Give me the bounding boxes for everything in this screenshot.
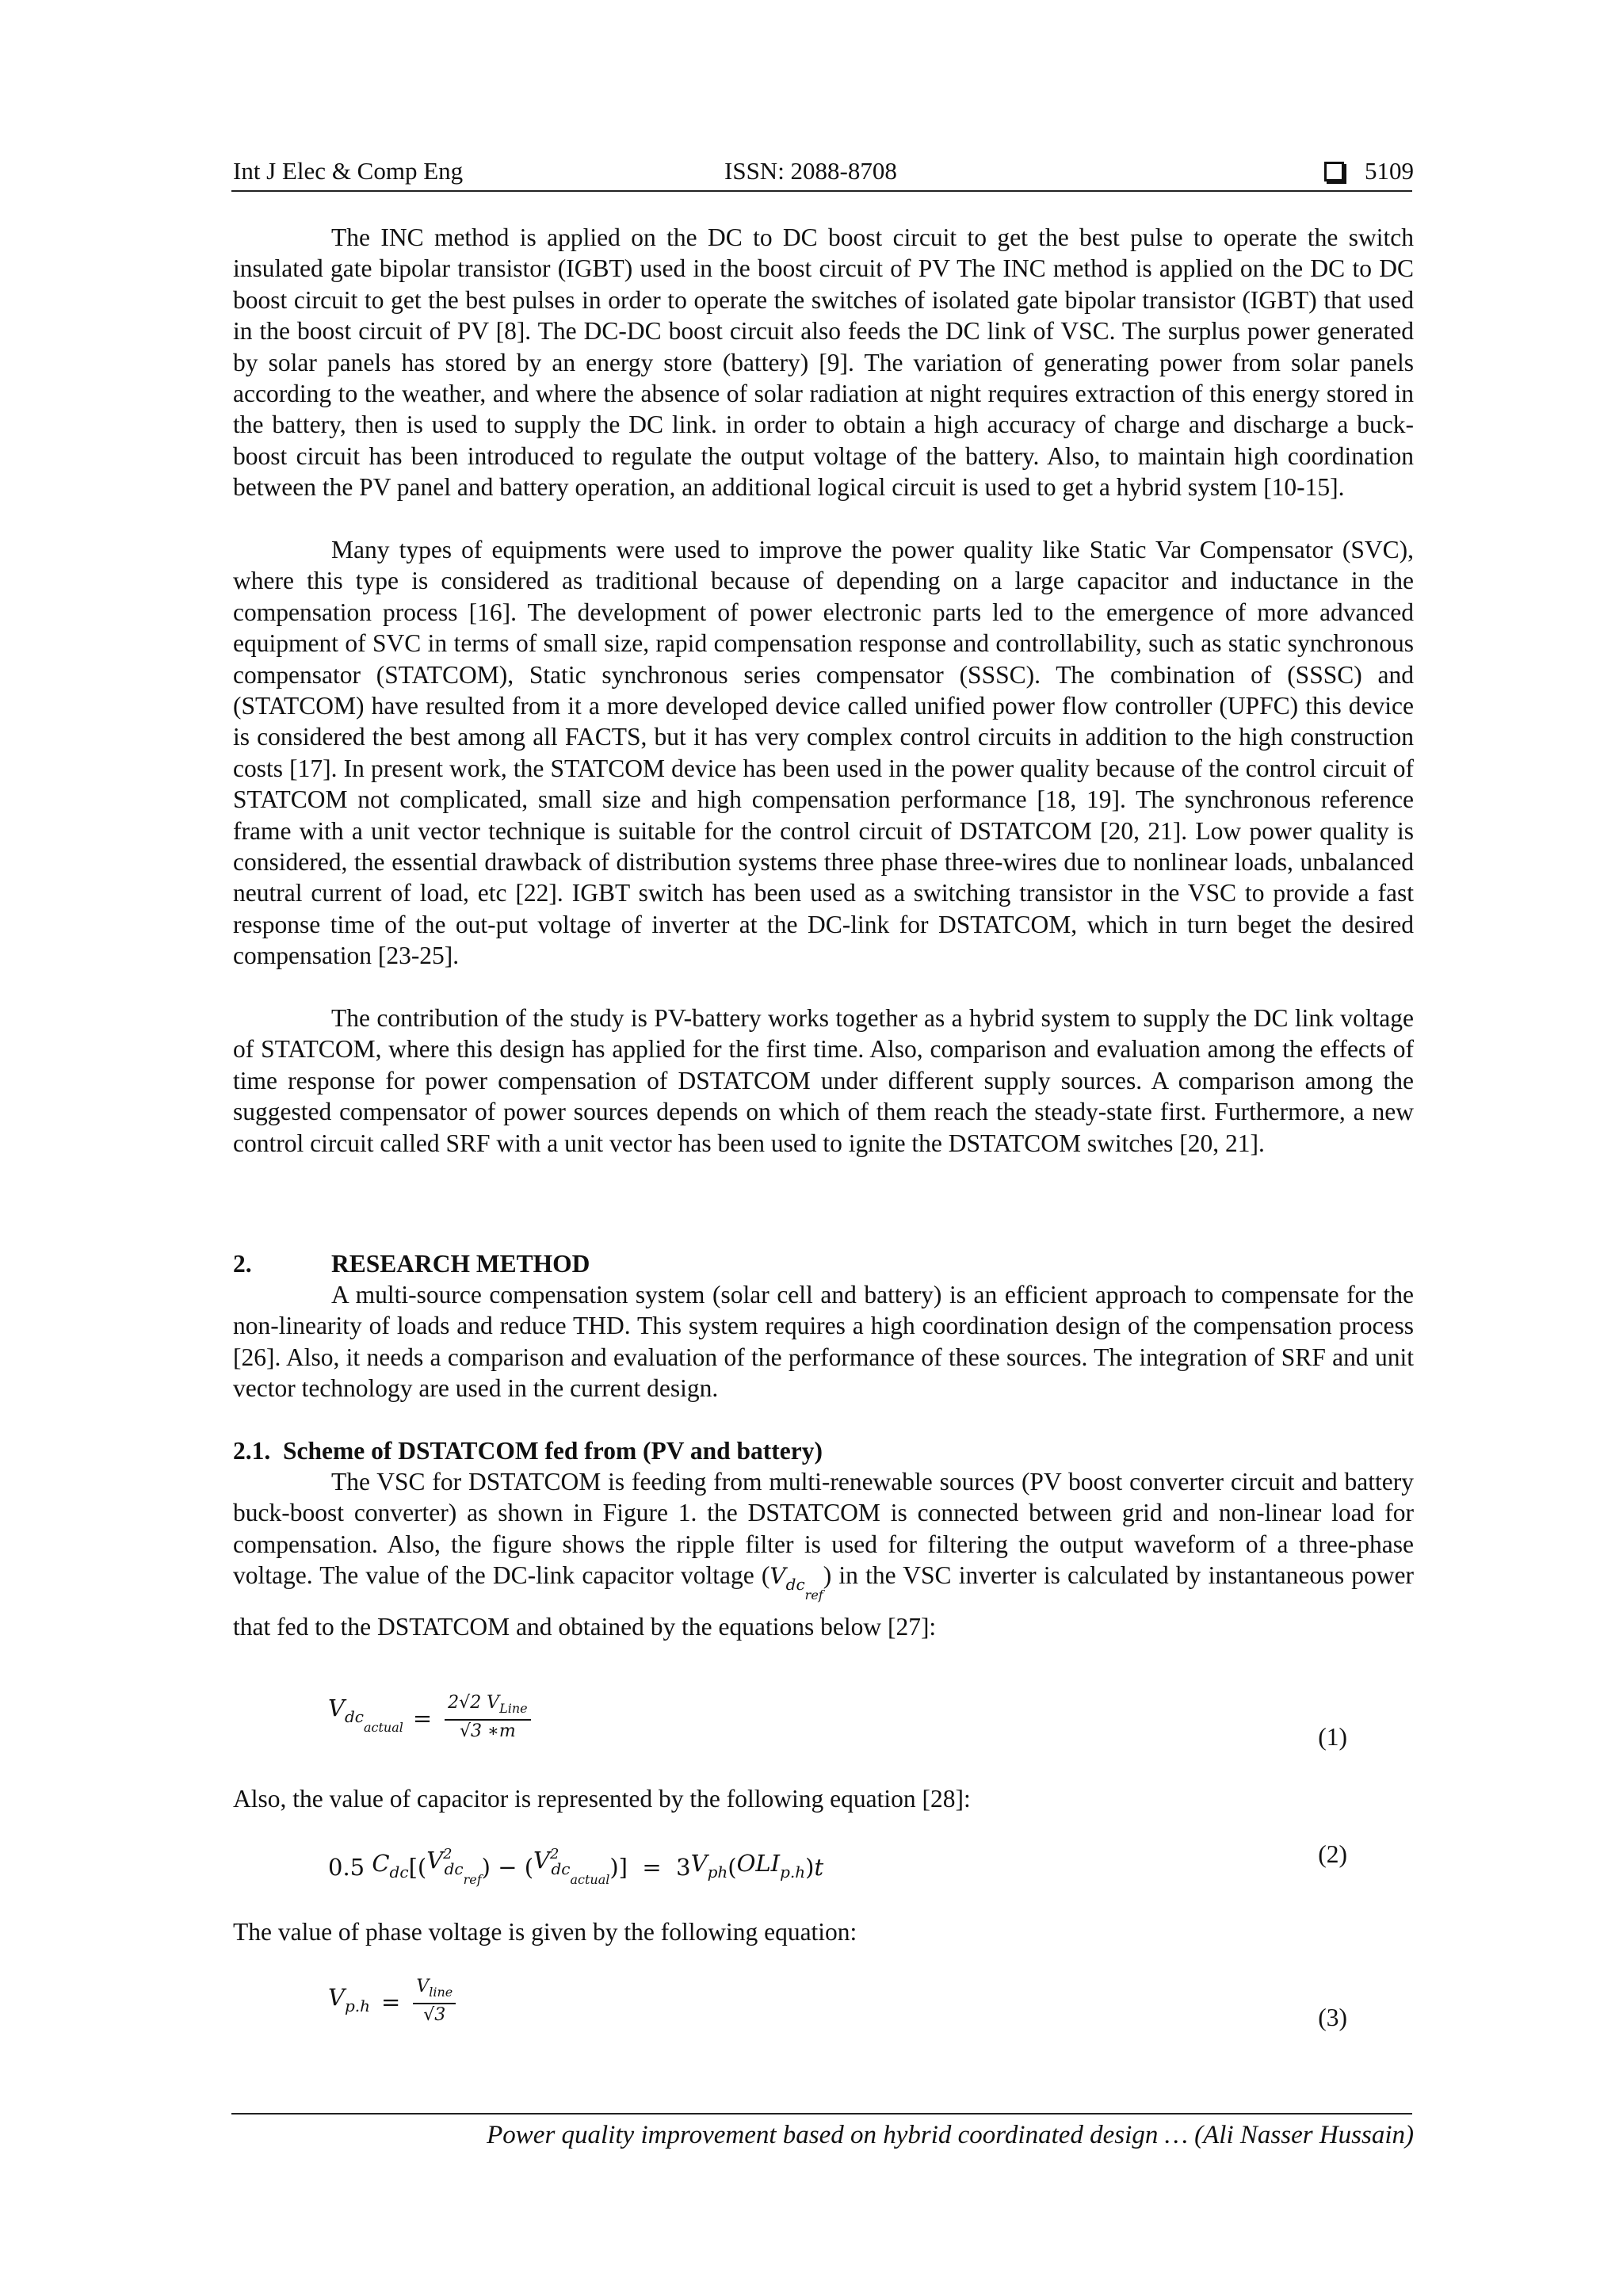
paragraph-vsc-feeding [233,1466,1414,1642]
equation-1: $V_{dc_{actual}}$ = $\frac{2√2 V_{Line}}{√3 ∗m}$ [328,1692,531,1744]
running-footer: Power quality improvement based on hybrid coordinated design … (Ali Nasser Hussain) [487,2121,1414,2149]
paragraph-capacitor: Also, the value of capacitor is represented by the following equation [28]: [233,1785,971,1813]
equation-1-number: (1) [1318,1723,1347,1751]
paragraph-equipments: Many types of equipments were used to improve the power quality like Static Var Compensator (SVC), where this type is considered as traditional because of depending on a large capacitor and inductance in the compensation process [16]. The development of power electronic parts led to the emergence of more advanced equipment of SVC in terms of small size, rapid compensation response and controllability, such as static synchronous compensator (STATCOM), Static synchronous series compensator (SSSC). The combination of (SSSC) and (STATCOM) have resulted from it a more developed device called unified power flow controller (UPFC) this device is considered the best among all FACTS, but it has very complex control circuits in addition to the high construction costs [17]. In present work, the STATCOM device has been used in the power quality because of the control circuit of STATCOM not complicated, small size and high compensation performance [18, 19]. The synchronous reference frame with a unit vector technique is suitable for the control circuit of DSTATCOM [20, 21]. Low power quality is considered, the essential drawback of distribution systems three phase three-wires due to nonlinear loads, unbalanced neutral current of load, etc [22]. IGBT switch has been used as a switching transistor in the VSC to provide a fast response time of the out-put voltage of inverter at the DC-link for DSTATCOM, which in turn beget the desired compensation [23-25]. [233,536,1414,970]
section-number: 2. [233,1250,252,1278]
paragraph-vsc-part1: The VSC for DSTATCOM is feeding from multi-renewable sources (PV boost converter circuit and battery buck-boost converter) as shown in Figure 1. the DSTATCOM is connected between grid and non-linear load for compensation. Also, the figure shows the ripple filter is used for filtering the output waveform of a three-phase voltage. The value of the DC-link capacitor voltage ( [233,1468,1414,1590]
equation-3-fraction: $\frac{V_{line}}{√3}$ [413,1977,456,2027]
paragraph-inc-method: The INC method is applied on the DC to DC boost circuit to get the best pulse to operate the switch insulated gate bipolar transistor (IGBT) used in the boost circuit of PV The INC method is applied on the DC to DC boost circuit to get the best pulses in order to operate the switches of isolated gate bipolar transistor (IGBT) that used in the boost circuit of PV [8]. The DC-DC boost circuit also feeds the DC link of VSC. The surplus power generated by solar panels has stored by an energy store (battery) [9]. The variation of generating power from solar panels according to the weather, and where the absence of solar radiation at night requires extraction of this energy stored in the battery, then is used to supply the DC link. in order to obtain a high accuracy of charge and discharge a buck-boost circuit has been introduced to regulate the output voltage of the battery. Also, to maintain high coordination between the PV panel and battery operation, an additional logical circuit is used to get a hybrid system [10-15]. [233,223,1414,502]
page-number-block [1324,155,1414,187]
issn: ISSN: 2088-8708 [724,157,897,185]
header-rule [231,190,1412,192]
paragraph-vsc-part2: ) in the VSC inverter is calculated by instantaneous power that fed to the DSTATCOM and obtained by the equations below [27]: [233,1561,1415,1641]
section-heading-2 [233,1248,590,1280]
paragraph-multi-source: A multi-source compensation system (solar cell and battery) is an efficient approach to compensate for the non-linearity of loads and reduce THD. This system requires a high coordination design of the compensation process [26]. Also, it needs a comparison and evaluation of the performance of these sources. The integration of SRF and unit vector technology are used in the current design. [233,1281,1414,1403]
section-title: RESEARCH METHOD [331,1250,590,1278]
equation-3: $V_{p.h}$ = $\frac{V_{line}}{√3}$ [328,1977,456,2027]
journal-name: Int J Elec & Comp Eng [233,157,464,185]
page-number: 5109 [1365,157,1414,185]
vdc-ref-symbol: $V_{dc_{ref}}$ [769,1563,823,1603]
square-bullet-icon [1324,162,1344,181]
subsection-title: Scheme of DSTATCOM fed from (PV and battery) [283,1437,823,1465]
equation-2: 0.5 $C_{dc}$ [( $V^2_{dc_{ref}}$ ) − ( $V^2_{dc_{actual}}$ )] = 3 $V_{ph}$ ( $OLI_{p.h}$ ) t [328,1846,824,1887]
subsection-number: 2.1. [233,1437,271,1465]
paragraph-phase-voltage: The value of phase voltage is given by the following equation: [233,1918,857,1946]
subsection-heading-2-1 [233,1435,823,1467]
equation-2-number: (2) [1318,1840,1347,1868]
paragraph-contribution: The contribution of the study is PV-battery works together as a hybrid system to supply the DC link voltage of STATCOM, where this design has applied for the first time. Also, comparison and evaluation among the effects of time response for power compensation of DSTATCOM under different supply sources. A comparison among the suggested compensator of power sources depends on which of them reach the steady-state first. Furthermore, a new control circuit called SRF with a unit vector has been used to ignite the DSTATCOM switches [20, 21]. [233,1004,1414,1157]
footer-rule [231,2113,1412,2115]
equation-1-fraction: $\frac{2√2 V_{Line}}{√3 ∗m}$ [445,1693,530,1743]
equation-3-number: (3) [1318,2004,1347,2031]
